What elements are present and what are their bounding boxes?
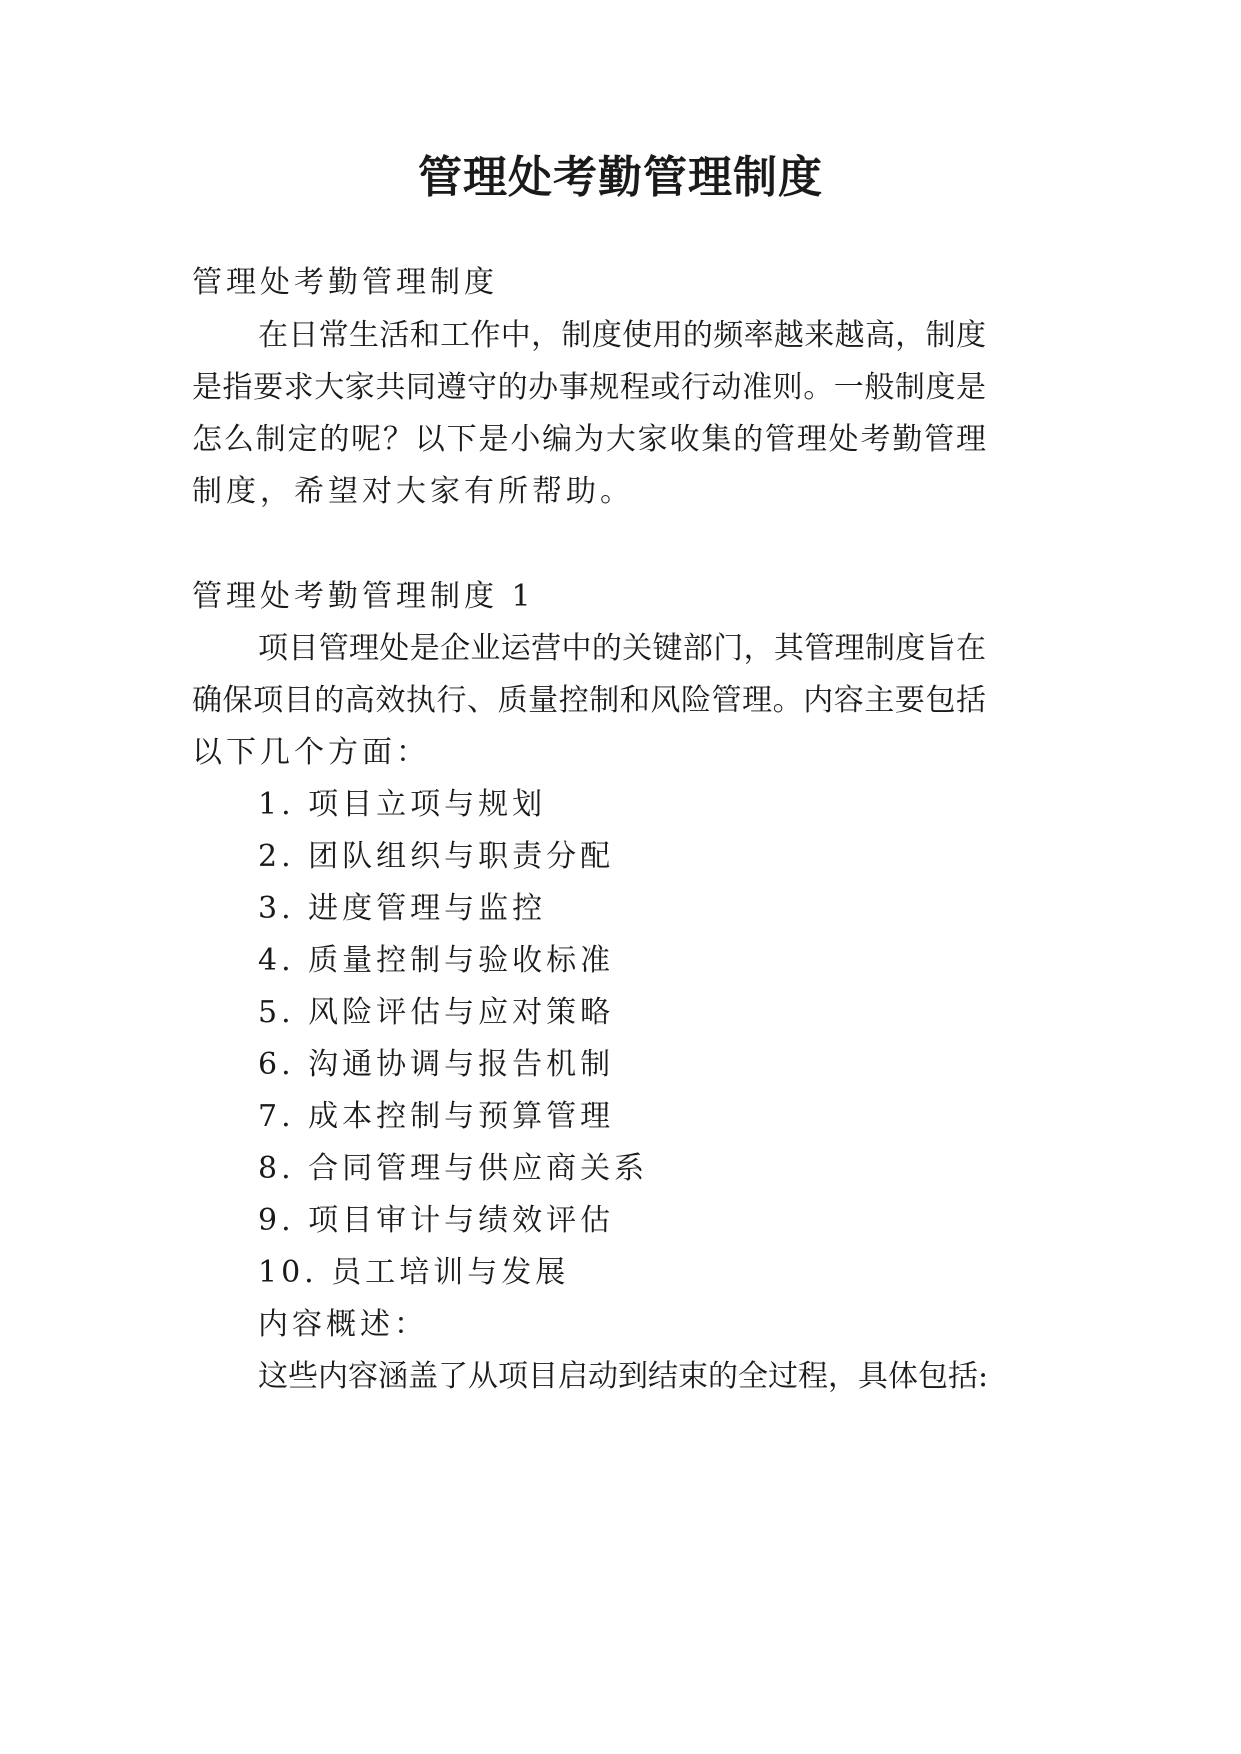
document-title: 管理处考勤管理制度 (418, 152, 823, 203)
intro-line: 怎么制定的呢？以下是小编为大家收集的管理处考勤管理 (192, 422, 986, 457)
summary-line: 这些内容涵盖了从项目启动到结束的全过程，具体包括: (258, 1359, 989, 1394)
section-line: 确保项目的高效执行、质量控制和风险管理。内容主要包括 (192, 683, 986, 718)
section-line: 项目管理处是企业运营中的关键部门，其管理制度旨在 (258, 631, 986, 666)
intro-heading: 管理处考勤管理制度 (192, 265, 498, 300)
intro-line: 在日常生活和工作中，制度使用的频率越来越高，制度 (258, 318, 986, 353)
section-line: 以下几个方面： (192, 735, 430, 770)
section-heading: 管理处考勤管理制度 1 (192, 579, 535, 614)
list-item: 7. 成本控制与预算管理 (258, 1099, 615, 1134)
summary-heading: 内容概述： (258, 1307, 428, 1342)
list-item: 9. 项目审计与绩效评估 (258, 1203, 615, 1238)
list-item: 8. 合同管理与供应商关系 (258, 1151, 649, 1186)
list-item: 5. 风险评估与应对策略 (258, 995, 615, 1030)
intro-line: 是指要求大家共同遵守的办事规程或行动准则。一般制度是 (192, 370, 986, 405)
list-item: 4. 质量控制与验收标准 (258, 943, 615, 978)
list-item: 10. 员工培训与发展 (258, 1255, 570, 1290)
list-item: 6. 沟通协调与报告机制 (258, 1047, 615, 1082)
list-item: 3. 进度管理与监控 (258, 891, 547, 926)
list-item: 1. 项目立项与规划 (258, 787, 547, 822)
list-item: 2. 团队组织与职责分配 (258, 839, 615, 874)
intro-line: 制度，希望对大家有所帮助。 (192, 474, 634, 509)
